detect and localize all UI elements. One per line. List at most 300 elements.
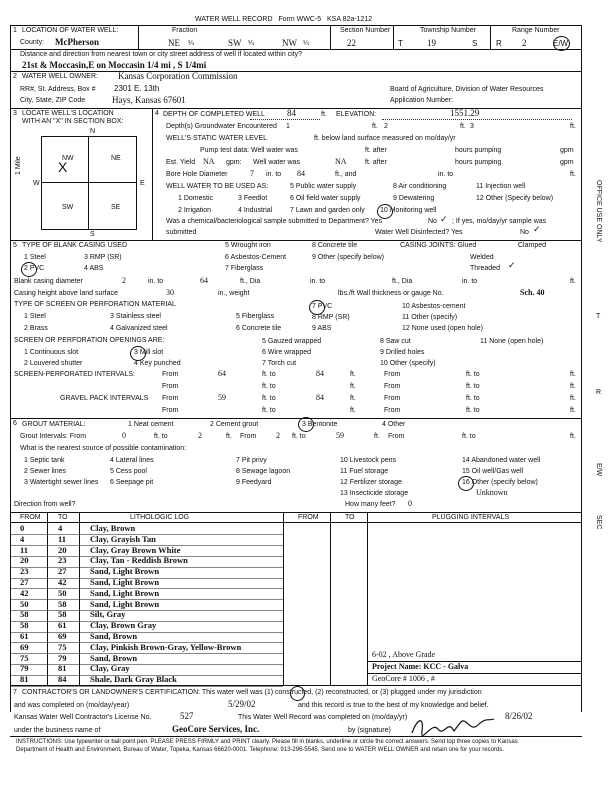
- yield-gpm: gpm: [560, 159, 574, 166]
- sec3-label-2: WITH AN "X" IN SECTION BOX:: [22, 118, 124, 125]
- spi-label: SCREEN-PERFORATED INTERVALS:: [14, 371, 135, 378]
- pump-label: Pump test data: Well water was: [200, 147, 298, 154]
- gpi-ft: ft.: [350, 395, 356, 402]
- quarter-3: NW: [282, 38, 297, 48]
- quarter-2: SW: [228, 38, 242, 48]
- gauge-value: Sch. 40: [520, 288, 545, 297]
- screen-7-circle: [309, 300, 325, 315]
- disinfected-no-check-icon: ✓: [533, 224, 541, 234]
- log-to: 4: [58, 523, 63, 533]
- distance-value: 21st & Moccasin,E on Moccasin 1/4 mi , S 1/4mi: [22, 60, 207, 70]
- gpi-ft-4: ft.: [570, 407, 576, 414]
- log-to: 79: [58, 652, 67, 663]
- threaded-check-icon: ✓: [508, 260, 516, 270]
- spi-ft-to: ft. to: [262, 371, 276, 378]
- contam-11: 11 Fuel storage: [340, 468, 389, 475]
- use-3: 3 Feedlot: [238, 195, 268, 202]
- county-label: County:: [20, 39, 45, 46]
- pump-after: ft. after: [365, 147, 387, 154]
- weight-label: in., weight: [218, 290, 250, 297]
- gpi-from-label-2: From: [384, 395, 401, 402]
- distance-label: Distance and direction from nearest town or city street address of well if located within city?: [20, 51, 303, 58]
- grout-label: GROUT MATERIAL:: [22, 421, 86, 428]
- screen-12: 12 None used (open hole): [402, 325, 483, 332]
- sec4-number: 4: [155, 110, 159, 117]
- log-from: 75: [20, 652, 29, 663]
- grout-from-2: 2: [276, 431, 280, 440]
- log-description: Sand, Brown: [90, 631, 138, 641]
- bore-to-value: 84: [297, 169, 305, 178]
- east-label: E: [140, 180, 145, 187]
- log-from: 42: [20, 587, 29, 598]
- use-5: 5 Public water supply: [290, 183, 357, 190]
- use-10: 10 Monitoring well: [380, 207, 437, 214]
- depth-value: 84: [287, 108, 296, 118]
- spi-from-value: 64: [218, 369, 226, 378]
- city-value: Hays, Kansas 67601: [112, 95, 186, 105]
- log-to: 81: [58, 663, 67, 674]
- screen-3: 3 Stainless steel: [110, 313, 161, 320]
- gw-3: 3: [470, 123, 474, 130]
- casing-9: 9 Other (specify below): [312, 254, 384, 261]
- disinfected-no: No: [520, 229, 529, 236]
- log-to: 75: [58, 641, 67, 652]
- bore-value: 7: [250, 169, 254, 178]
- contam-12: 12 Fertilizer storage: [340, 479, 402, 486]
- log-to: 42: [58, 577, 67, 587]
- north-label: N: [90, 128, 96, 135]
- depth-label: DEPTH OF COMPLETED WELL: [163, 111, 265, 118]
- section-value: 22: [347, 38, 356, 48]
- contam-4: 4 Lateral lines: [110, 457, 154, 464]
- log-header-from-2: FROM: [298, 514, 319, 521]
- log-header-plugging: PLUGGING INTERVALS: [432, 514, 510, 521]
- spi-ft-3: ft.: [350, 383, 356, 390]
- signature-label: by (signature): [348, 727, 391, 734]
- gpi-from-value: 59: [218, 393, 226, 402]
- contam-16: 16 Other (specify below): [462, 479, 538, 486]
- screen-9: 9 ABS: [312, 325, 332, 332]
- log-header-to: TO: [58, 514, 68, 521]
- log-from: 58: [20, 609, 29, 620]
- log-description: Shale, Dark Gray Black: [90, 674, 177, 685]
- use-9: 9 Dewatering: [393, 195, 435, 202]
- casing-joints: CASING JOINTS: Glued: [400, 242, 477, 249]
- statute: KSA 82a-1212: [327, 16, 373, 23]
- screen-7: 7 PVC: [312, 303, 333, 310]
- sec6-number: 6: [13, 420, 17, 427]
- range-value: 2: [522, 38, 527, 48]
- quarter-1: NE: [168, 38, 180, 48]
- title-text: WATER WELL RECORD: [195, 16, 273, 23]
- contam-16-circle: [458, 476, 474, 491]
- opening-9: 9 Drilled holes: [380, 349, 425, 356]
- se-label: SE: [111, 204, 121, 211]
- form-title: [195, 16, 372, 23]
- spi-from-label-4: From: [384, 383, 401, 390]
- sec5-number: 5: [13, 242, 17, 249]
- license-label: Kansas Water Well Contractor's License No.: [14, 714, 152, 721]
- log-note-3: GeoCore # 1006 , #: [372, 674, 435, 683]
- casing-4: 4 ABS: [84, 265, 104, 272]
- log-description: Silt, Gray: [90, 609, 126, 620]
- spi-from-label: From: [162, 371, 179, 378]
- screen-8: 8 RMP (SR): [312, 314, 350, 321]
- contam-6: 6 Seepage pit: [110, 479, 154, 486]
- diameter-ft: ft.: [570, 278, 576, 285]
- chem-question: Was a chemical/bacteriological sample submitted to Department? Yes: [166, 218, 383, 225]
- log-note-1: 6-02 , Above Grade: [372, 650, 436, 659]
- sw-label: SW: [62, 204, 74, 211]
- log-from: 81: [20, 674, 29, 685]
- bore-label: Bore Hole Diameter: [166, 171, 228, 178]
- log-from: 58: [20, 620, 29, 631]
- gpi-from-label: From: [162, 395, 179, 402]
- city-label: City, State, ZIP Code: [20, 97, 86, 104]
- log-description: Sand, Light Brown: [90, 577, 160, 587]
- log-note-2: Project Name: KCC - Galva: [372, 662, 469, 671]
- log-from: 20: [20, 555, 29, 566]
- well-x-mark: X: [58, 159, 68, 175]
- owner-value: Kansas Corporation Commission: [118, 71, 238, 81]
- screen-4: 4 Galvanized steel: [110, 325, 168, 332]
- log-from: 50: [20, 598, 29, 609]
- completed-label: and was completed on (mo/day/year): [14, 702, 130, 709]
- yield-unit: gpm:: [226, 159, 242, 166]
- sec1-label: LOCATION OF WATER WELL:: [22, 27, 119, 34]
- grout-from-label-2: From: [240, 433, 257, 440]
- grout-ft-to-2: ft. to: [292, 433, 306, 440]
- margin-ew: E/W: [595, 463, 602, 477]
- diameter-in-to-2: in. to: [310, 278, 326, 285]
- gpi-ft-to-4: ft. to: [466, 407, 480, 414]
- sec7-number: 7: [13, 689, 17, 696]
- log-description: Clay, Brown Gray: [90, 620, 157, 631]
- screen-5: 5 Fiberglass: [236, 313, 275, 320]
- log-description: Sand, Light Brown: [90, 587, 160, 598]
- bore-in-to-2: in. to: [438, 171, 454, 178]
- gpi-from-label-3: From: [162, 407, 179, 414]
- diameter-in-to: in. to: [148, 278, 164, 285]
- record-date: 8/26/02: [505, 711, 533, 721]
- depth-ft: ft.: [321, 111, 327, 118]
- contam-2: 2 Sewer lines: [24, 468, 67, 475]
- groundwater-label: Depth(s) Groundwater Encountered: [166, 123, 277, 130]
- log-header-from: FROM: [20, 514, 41, 521]
- yield-hours: hours pumping: [455, 159, 502, 166]
- grout-2: 2 Cement grout: [210, 421, 259, 428]
- log-description: Clay, Gray Brown White: [90, 544, 181, 555]
- opening-11: 11 None (open hole): [480, 338, 544, 345]
- grout-ft-2: ft.: [374, 433, 380, 440]
- disinfected-label: Water Well Disinfected? Yes: [375, 229, 463, 236]
- log-from: 11: [20, 544, 29, 555]
- use-11: 11 Injection well: [476, 183, 526, 190]
- use-8: 8 Air conditioning: [393, 183, 447, 190]
- chem-no: No: [428, 218, 437, 225]
- quarter-mark-3: ¼: [303, 40, 309, 47]
- grout-ft-to-3: ft. to: [462, 433, 476, 440]
- margin-r: R: [596, 389, 602, 396]
- yield-value: NA: [203, 157, 215, 166]
- screen-type-label: TYPE OF SCREEN OR PERFORATION MATERIAL: [14, 301, 176, 308]
- height-label: Casing height above land surface: [14, 290, 118, 297]
- use-1: 1 Domestic: [178, 195, 214, 202]
- pump-gpm: gpm: [560, 147, 574, 154]
- spi-ft-to-3: ft. to: [262, 383, 276, 390]
- spi-ft: ft.: [350, 371, 356, 378]
- log-from: 23: [20, 566, 29, 577]
- screen-11: 11 Other (specify): [402, 314, 458, 321]
- casing-5: 5 Wrought iron: [225, 242, 271, 249]
- feet-label: How many feet?: [345, 501, 396, 508]
- grout-interval-label: Grout Intervals: From: [20, 433, 87, 440]
- log-description: Sand, Brown: [90, 652, 138, 663]
- diameter-ft-dia-2: ft., Dia: [392, 278, 413, 285]
- use-12: 12 Other (Specify below): [476, 195, 554, 202]
- screen-2: 2 Brass: [24, 325, 48, 332]
- static-rest: ft. below land surface measured on mo/day/yr: [314, 135, 456, 142]
- casing-7: 7 Fiberglass: [225, 265, 264, 272]
- rng-r: R: [496, 39, 502, 48]
- screen-1: 1 Steel: [24, 313, 46, 320]
- grout-from-label-3: From: [388, 433, 405, 440]
- quarter-mark-2: ¼: [248, 40, 254, 47]
- use-4: 4 Industrial: [238, 207, 273, 214]
- opening-10: 10 Other (specify): [380, 360, 436, 367]
- height-value: 30: [166, 288, 174, 297]
- contam-5: 5 Cess pool: [110, 468, 147, 475]
- contam-10: 10 Livestock pens: [340, 457, 397, 464]
- true-statement: and this record is true to the best of my knowledge and belief.: [298, 702, 489, 709]
- spi-from-label-3: From: [162, 383, 179, 390]
- row-divider: [10, 632, 283, 633]
- direction-label: Direction from well?: [14, 501, 76, 508]
- opening-3-circle: [130, 346, 146, 361]
- grout-from-1: 0: [122, 431, 126, 440]
- mile-label: 1 Mile: [15, 156, 22, 175]
- west-label: W: [33, 180, 40, 187]
- margin-sec: SEC: [595, 515, 602, 530]
- diameter-ft-dia: ft., Dia: [240, 278, 261, 285]
- row-divider: [10, 653, 283, 654]
- diameter-to-value: 64: [200, 276, 208, 285]
- diameter-label: Blank casing diameter: [14, 278, 83, 285]
- gpi-ft-to-3: ft. to: [262, 407, 276, 414]
- township-value: 19: [427, 38, 436, 48]
- spi-ft-to-4: ft. to: [466, 383, 480, 390]
- screen-10: 10 Asbestos-cement: [402, 303, 466, 310]
- log-description: Clay, Pinkish Brown-Gray, Yellow-Brown: [90, 641, 242, 652]
- margin-t: T: [596, 313, 601, 320]
- grout-to-1: 2: [198, 431, 202, 440]
- log-description: Sand, Light Brown: [90, 598, 160, 609]
- spi-ft-2: ft.: [570, 371, 576, 378]
- instructions-line-1: INSTRUCTIONS: Use typewriter or ball point pen. PLEASE PRESS FIRMLY and PRINT clearly. Please fill in blanks, underline or circle the correct answers. Send top three copies to Kansas: [16, 739, 518, 745]
- township-label: Township Number: [420, 27, 477, 34]
- log-to: 11: [58, 533, 67, 544]
- gpi-ft-to-2: ft. to: [466, 395, 480, 402]
- log-from: 79: [20, 663, 29, 674]
- opening-2: 2 Louvered shutter: [24, 360, 83, 367]
- section-box: [41, 136, 137, 230]
- chem-if-yes: ; If yes, mo/day/yr sample was: [452, 218, 547, 225]
- log-from: 27: [20, 577, 29, 587]
- twp-s: S: [472, 39, 478, 48]
- grout-4: 4 Other: [382, 421, 406, 428]
- gpi-from-label-4: From: [384, 407, 401, 414]
- diameter-in-to-3: in. to: [462, 278, 478, 285]
- grout-3: 3 Bentonite: [302, 421, 338, 428]
- opening-3: 3 Mill slot: [134, 349, 164, 356]
- bore-in-to: in. to: [266, 171, 282, 178]
- spi-ft-4: ft.: [570, 383, 576, 390]
- log-description: Clay, Gray: [90, 663, 130, 674]
- grout-ft-1: ft.: [226, 433, 232, 440]
- gw-ft-3: ft.: [570, 123, 576, 130]
- gpi-to-value: 84: [316, 393, 324, 402]
- casing-3: 3 RMP (SR): [84, 254, 122, 261]
- sec1-number: 1: [13, 27, 17, 34]
- opening-6: 6 Wire wrapped: [262, 349, 312, 356]
- log-to: 27: [58, 566, 67, 577]
- contam-9: 9 Feedyard: [236, 479, 272, 486]
- gw-1: 1: [286, 123, 290, 130]
- sec3-label-1: LOCATE WELL'S LOCATION: [22, 110, 114, 117]
- clamped-label: Clamped: [518, 242, 547, 249]
- row-divider: [10, 664, 283, 665]
- grout-3-circle: [298, 417, 314, 432]
- spi-to-value: 84: [316, 369, 324, 378]
- log-description: Clay, Brown: [90, 523, 136, 533]
- log-from: 61: [20, 631, 29, 641]
- address-label: RR#, St. Address, Box #: [20, 86, 96, 93]
- range-ew: E/W: [553, 39, 569, 48]
- office-use-label: OFFICE USE ONLY: [595, 180, 602, 243]
- board-text: Board of Agriculture, Division of Water Resources: [390, 86, 544, 93]
- gpi-ft-2: ft.: [570, 395, 576, 402]
- casing-2-circle: [21, 262, 37, 277]
- use-label: WELL WATER TO BE USED AS:: [166, 183, 269, 190]
- opening-8: 8 Saw cut: [380, 338, 411, 345]
- gpi-label: GRAVEL PACK INTERVALS: [60, 395, 149, 402]
- log-description: Sand, Light Brown: [90, 566, 160, 577]
- gw-ft-2: ft.: [460, 123, 466, 130]
- completed-date: 5/29/02: [228, 699, 256, 709]
- twp-t: T: [398, 39, 403, 48]
- contam-7: 7 Pit privy: [236, 457, 267, 464]
- log-to: 20: [58, 544, 67, 555]
- bore-ft-and: ft., and: [335, 171, 357, 178]
- opening-1: 1 Continuous slot: [24, 349, 79, 356]
- use-6: 6 Oil field water supply: [290, 195, 361, 202]
- certification-text: CONTRACTOR'S OR LANDOWNER'S CERTIFICATION: This water well was (1) constructed, (2) reconstructed, or (3) plugged under my jurisdiction: [22, 689, 482, 696]
- wall-label: lbs./ft Wall thickness or gauge No.: [338, 290, 444, 297]
- yield-after: ft. after: [365, 159, 387, 166]
- range-label: Range Number: [512, 27, 560, 34]
- opening-7: 7 Torch cut: [262, 360, 297, 367]
- casing-1: 1 Steel: [24, 254, 46, 261]
- form-number: Form WWC-5: [278, 16, 322, 23]
- gpi-ft-to: ft. to: [262, 395, 276, 402]
- fraction-label: Fraction: [172, 27, 198, 34]
- openings-label: SCREEN OR PERFORATION OPENINGS ARE:: [14, 337, 165, 344]
- casing-label: TYPE OF BLANK CASING USED: [22, 242, 128, 249]
- south-label: S: [90, 231, 95, 238]
- contam-15: 15 Oil well/Gas well: [462, 468, 524, 475]
- ne-label: NE: [111, 155, 121, 162]
- pump-hours: hours pumping: [455, 147, 502, 154]
- use-7: 7 Lawn and garden only: [290, 207, 365, 214]
- contam-8: 8 Sewage lagoon: [236, 468, 291, 475]
- log-to: 23: [58, 555, 67, 566]
- sec2-number: 2: [13, 73, 17, 80]
- log-to: 58: [58, 598, 67, 609]
- constructed-circle: [290, 686, 305, 701]
- row-divider: [10, 610, 283, 611]
- diameter-value: 2: [122, 276, 126, 285]
- grout-to-2: 59: [336, 431, 344, 440]
- opening-4: 4 Key punched: [134, 360, 181, 367]
- feet-value: 0: [408, 499, 412, 508]
- use-2: 2 Irrigation: [178, 207, 212, 214]
- log-from: 69: [20, 641, 29, 652]
- quarter-mark-1: ¼: [188, 40, 194, 47]
- log-to: 84: [58, 674, 67, 685]
- yield-well-water: Well water was: [253, 159, 300, 166]
- submitted-label: submitted: [166, 229, 197, 236]
- log-description: Clay, Grayish Tan: [90, 533, 156, 544]
- static-label: WELL'S STATIC WATER LEVEL: [166, 135, 268, 142]
- business-label: under the business name of: [14, 727, 101, 734]
- log-to: 69: [58, 631, 67, 641]
- static-na: NA: [335, 157, 347, 166]
- application-label: Application Number:: [390, 97, 454, 104]
- log-to: 50: [58, 587, 67, 598]
- grout-1: 1 Neat cement: [128, 421, 174, 428]
- business-name: GeoCore Services, Inc.: [172, 724, 260, 734]
- opening-5: 5 Gauzed wrapped: [262, 338, 322, 345]
- gw-2: 2: [384, 123, 388, 130]
- address-value: 2301 E. 13th: [114, 84, 160, 93]
- log-header-litho: LITHOLOGIC LOG: [130, 514, 190, 521]
- section-number-label: Section Number: [340, 27, 391, 34]
- sec2-label: WATER WELL OWNER:: [22, 73, 98, 80]
- casing-6: 6 Asbestos-Cement: [225, 254, 287, 261]
- contam-3: 3 Watertight sewer lines: [24, 479, 99, 486]
- threaded-label: Threaded: [470, 265, 500, 272]
- casing-8: 8 Concrete tile: [312, 242, 358, 249]
- chem-no-check-icon: ✓: [440, 214, 448, 224]
- log-from: 4: [20, 533, 25, 544]
- unknown-value: Unknown: [476, 488, 508, 497]
- use-10-circle: [377, 204, 393, 219]
- contam-label: What is the nearest source of possible contamination:: [20, 445, 187, 452]
- elevation-label: ELEVATION:: [336, 111, 377, 118]
- license-number: 527: [180, 711, 194, 721]
- county-value: McPherson: [55, 37, 99, 47]
- instructions-line-2: Department of Health and Environment, Bureau of Water, Topeka, Kansas 66620-0001. Telephone: 913-296-5545. Send one to WATER WELL OWNER and retain one for your records.: [16, 747, 504, 753]
- log-to: 58: [58, 609, 67, 620]
- gw-ft-1: ft.: [372, 123, 378, 130]
- casing-2: 2 PVC: [24, 265, 45, 272]
- contam-13: 13 Insecticide storage: [340, 490, 409, 497]
- welded-label: Welded: [470, 254, 494, 261]
- log-description: Clay, Tan - Reddish Brown: [90, 555, 188, 566]
- sec3-number: 3: [13, 110, 17, 117]
- spi-ft-to-2: ft. to: [466, 371, 480, 378]
- yield-label: Est. Yield: [166, 159, 196, 166]
